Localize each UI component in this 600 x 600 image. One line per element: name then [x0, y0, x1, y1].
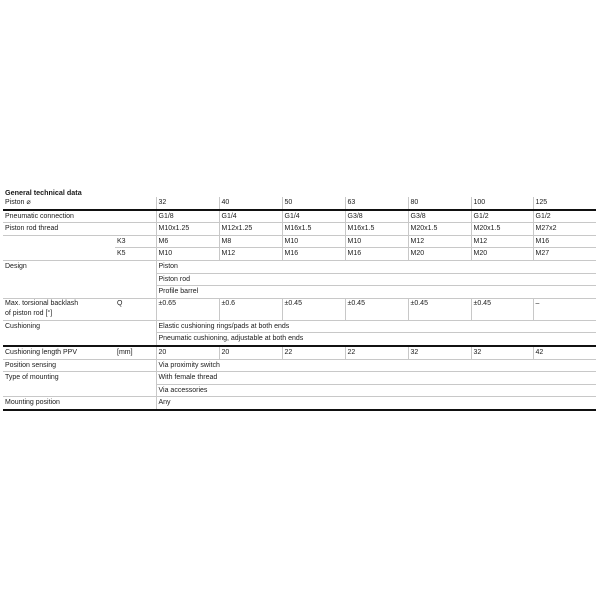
size-header: 125: [533, 197, 596, 210]
table-cell: 20: [156, 346, 219, 359]
size-header: 50: [282, 197, 345, 210]
size-header: 40: [219, 197, 282, 210]
piston-rod-thread-k5-row: [3, 248, 596, 261]
table-cell: 32: [471, 346, 533, 359]
row-label-empty: [3, 286, 156, 299]
position-sensing-row: [3, 359, 596, 372]
variant-label: K5: [115, 248, 156, 261]
row-label: Design: [5, 262, 27, 270]
row-label-empty: [3, 333, 156, 346]
design-row: [3, 260, 596, 273]
table-cell: 20: [219, 346, 282, 359]
table-cell: M10: [345, 235, 408, 248]
row-label: Piston rod thread: [3, 223, 156, 236]
piston-diameter-label: Piston ⌀: [3, 197, 156, 210]
row-label-line: Max. torsional backlash: [5, 299, 79, 307]
table-cell: M16x1.5: [282, 223, 345, 236]
table-cell: G1/8: [156, 210, 219, 223]
row-label: Cushioning length PPV: [3, 346, 115, 359]
table-cell: 42: [533, 346, 596, 359]
table-cell: ±0.6: [219, 298, 282, 320]
table-cell: M8: [219, 235, 282, 248]
row-label-empty: [3, 384, 156, 397]
table-cell: M16: [345, 248, 408, 261]
row-label: Type of mounting: [5, 374, 59, 382]
row-label-empty: [3, 273, 156, 286]
table-cell: Piston rod: [156, 273, 596, 286]
table-cell: ±0.45: [345, 298, 408, 320]
table-cell: G1/4: [219, 210, 282, 223]
table-cell: ±0.45: [471, 298, 533, 320]
technical-data-table: [3, 197, 596, 411]
table-cell: M20x1.5: [471, 223, 533, 236]
table-cell: G1/4: [282, 210, 345, 223]
row-label-line: of piston rod [°]: [5, 310, 53, 318]
table-cell: Pneumatic cushioning, adjustable at both ends: [156, 333, 596, 346]
mounting-type-row: [3, 372, 596, 385]
header-row: [3, 197, 596, 210]
table-cell: M12: [219, 248, 282, 261]
size-header: 63: [345, 197, 408, 210]
table-cell: Any: [156, 397, 596, 410]
mounting-type-row: [3, 384, 596, 397]
table-cell: 22: [345, 346, 408, 359]
table-cell: M16x1.5: [345, 223, 408, 236]
row-label: Cushioning: [5, 322, 41, 330]
cushioning-row: [3, 333, 596, 346]
table-title: General technical data: [5, 188, 82, 197]
table-cell: M10x1.25: [156, 223, 219, 236]
design-row: [3, 286, 596, 299]
piston-rod-thread-row: [3, 223, 596, 236]
symbol-label: Q: [115, 298, 156, 320]
cushioning-row: [3, 320, 596, 333]
design-row: [3, 273, 596, 286]
table-cell: M12x1.25: [219, 223, 282, 236]
row-label: Pneumatic connection: [3, 210, 156, 223]
table-cell: M27x2: [533, 223, 596, 236]
table-cell: M20x1.5: [408, 223, 471, 236]
row-label-empty: [3, 248, 115, 261]
table-cell: M6: [156, 235, 219, 248]
table-cell: Via proximity switch: [156, 359, 596, 372]
table-cell: G3/8: [345, 210, 408, 223]
table-cell: G1/2: [471, 210, 533, 223]
size-header: 32: [156, 197, 219, 210]
torsional-backlash-row: [3, 298, 596, 320]
table-cell: M10: [156, 248, 219, 261]
table-cell: Via accessories: [156, 384, 596, 397]
table-cell: 32: [408, 346, 471, 359]
table-cell: G1/2: [533, 210, 596, 223]
table-cell: Elastic cushioning rings/pads at both ends: [156, 320, 596, 333]
table-cell: –: [533, 298, 596, 320]
mounting-position-row: [3, 397, 596, 410]
table-cell: M10: [282, 235, 345, 248]
table-cell: M16: [282, 248, 345, 261]
table-cell: M27: [533, 248, 596, 261]
pneumatic-connection-row: [3, 210, 596, 223]
row-label-empty: [3, 235, 115, 248]
row-label: Mounting position: [3, 397, 156, 410]
size-header: 80: [408, 197, 471, 210]
table-cell: G3/8: [408, 210, 471, 223]
table-cell: Piston: [156, 260, 596, 273]
technical-data-sheet: [3, 188, 596, 411]
unit-label: [mm]: [115, 346, 156, 359]
table-cell: M12: [471, 235, 533, 248]
table-cell: Profile barrel: [156, 286, 596, 299]
size-header: 100: [471, 197, 533, 210]
table-cell: ±0.45: [408, 298, 471, 320]
table-cell: M12: [408, 235, 471, 248]
row-label: Position sensing: [3, 359, 156, 372]
table-cell: ±0.45: [282, 298, 345, 320]
table-cell: M20: [408, 248, 471, 261]
variant-label: K3: [115, 235, 156, 248]
cushioning-length-row: [3, 346, 596, 359]
table-cell: M16: [533, 235, 596, 248]
piston-rod-thread-k3-row: [3, 235, 596, 248]
table-cell: 22: [282, 346, 345, 359]
table-cell: M20: [471, 248, 533, 261]
row-label: [3, 298, 115, 320]
table-cell: ±0.65: [156, 298, 219, 320]
table-cell: With female thread: [156, 372, 596, 385]
